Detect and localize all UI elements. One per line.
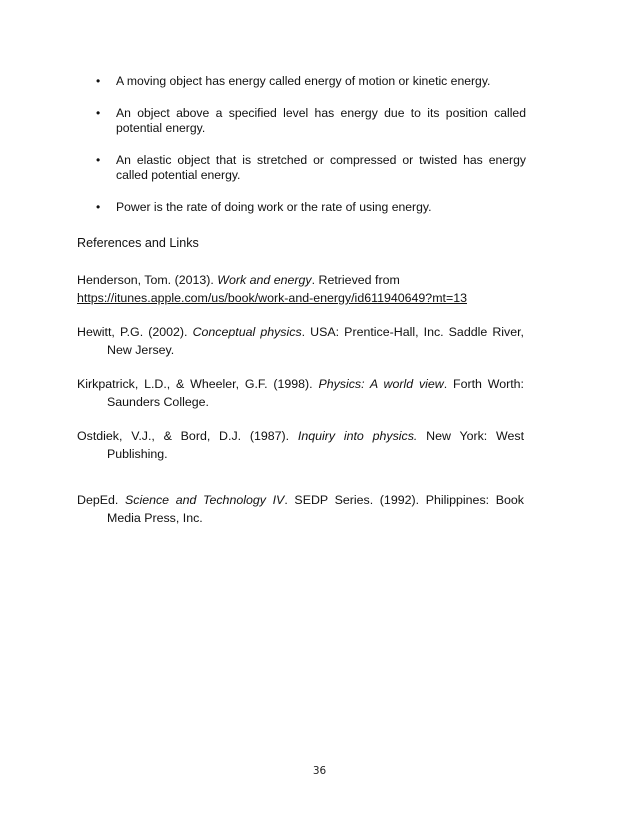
reference-entry (77, 491, 524, 527)
bullet-text: Power is the rate of doing work or the rate of using energy. (116, 200, 432, 214)
reference-authors: DepEd. (77, 493, 125, 507)
references-heading: References and Links (77, 236, 199, 250)
reference-title: Science and Technology IV (124, 493, 285, 507)
bullet-point-icon: • (96, 200, 101, 214)
bullet-item (94, 74, 526, 89)
reference-entry (77, 427, 524, 463)
bullet-text: An object above a specified level has energy due to its position called potential energy. (116, 106, 526, 135)
reference-details: New York: West Publishing. (107, 429, 525, 461)
bullet-item (94, 153, 526, 183)
reference-title: Work and energy (217, 273, 312, 287)
reference-authors: Henderson, Tom. (2013). (77, 273, 218, 287)
page-number: 36 (312, 765, 327, 777)
bullet-item (94, 200, 526, 215)
reference-entry (77, 323, 524, 359)
reference-entry (77, 375, 524, 411)
reference-link[interactable]: https://itunes.apple.com/us/book/work-and-energy/id611940649?mt=13 (77, 291, 467, 305)
reference-authors: Ostdiek, V.J., & Bord, D.J. (1987). (77, 429, 298, 443)
reference-title: Conceptual physics (192, 325, 302, 339)
summary-bullet-list (94, 74, 526, 232)
bullet-text: A moving object has energy called energy of motion or kinetic energy. (116, 74, 491, 88)
references-section (77, 235, 524, 543)
reference-details: . SEDP Series. (1992). Philippines: Book Media Press, Inc. (107, 493, 524, 525)
bullet-text: An elastic object that is stretched or compressed or twisted has energy called potential energy. (116, 153, 526, 182)
reference-title: Inquiry into physics. (297, 429, 418, 443)
reference-title: Physics: A world view (318, 377, 444, 391)
reference-details: . Forth Worth: Saunders College. (107, 377, 524, 409)
bullet-item (94, 106, 526, 136)
bullet-point-icon: • (96, 106, 101, 120)
bullet-point-icon: • (96, 153, 101, 167)
reference-details: . Retrieved from (311, 273, 400, 287)
reference-entry (77, 271, 524, 307)
reference-details: . USA: Prentice-Hall, Inc. Saddle River, New Jersey. (107, 325, 525, 357)
reference-authors: Hewitt, P.G. (2002). (77, 325, 193, 339)
reference-authors: Kirkpatrick, L.D., & Wheeler, G.F. (1998). (77, 377, 319, 391)
bullet-point-icon: • (96, 74, 101, 88)
